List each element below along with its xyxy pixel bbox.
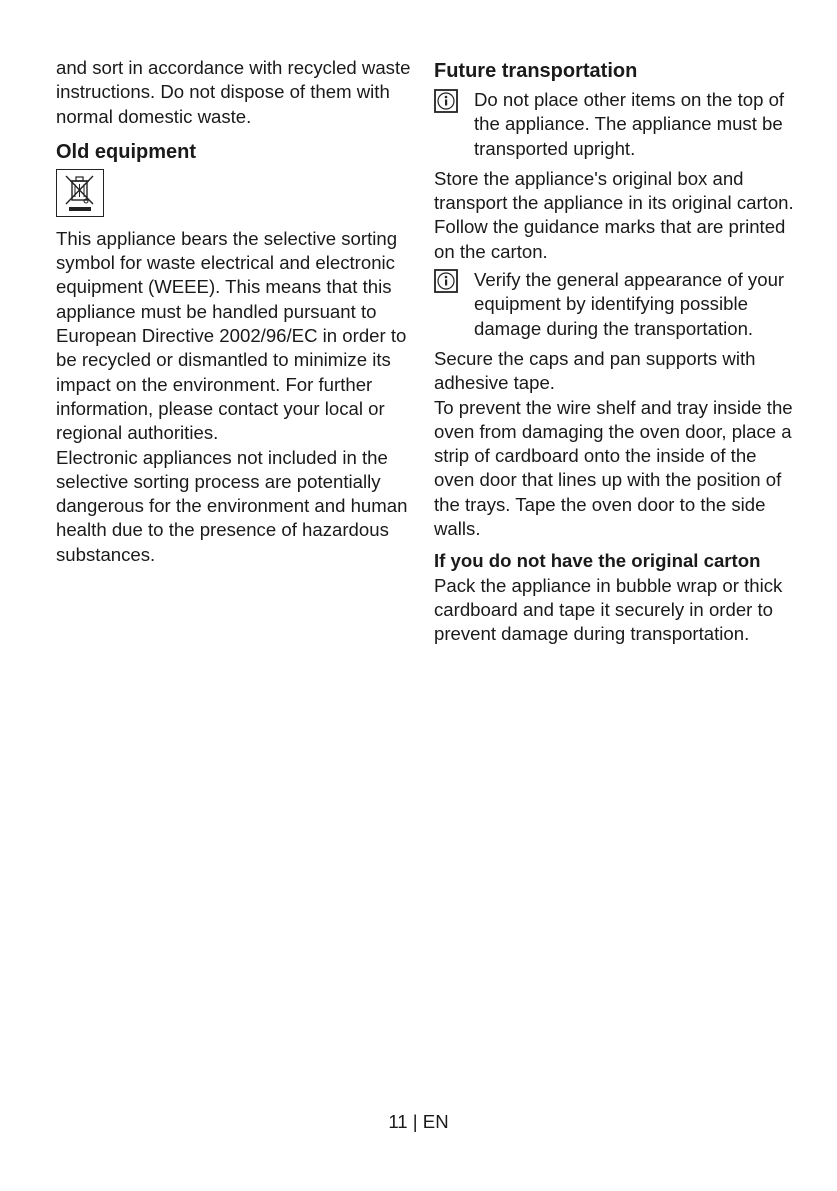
note-text: Do not place other items on the top of the appliance. The appliance must be transported upright. xyxy=(474,89,785,159)
info-icon xyxy=(434,89,458,113)
right-column xyxy=(434,56,794,647)
pack-paragraph: Pack the appliance in bubble wrap or thick cardboard and tape it securely in order to prevent damage during transportation. xyxy=(434,574,783,645)
info-icon xyxy=(434,269,458,293)
electronic-appliances-paragraph: Electronic appliances not included in the selective sorting process are potentially dangerous for the environment and human health due to the presence of hazardous substances. xyxy=(56,446,408,565)
store-paragraph: Store the appliance's original box and transport the appliance in its original carton. Follow the guidance marks that are printed on the carton. xyxy=(434,167,794,262)
intro-paragraph: and sort in accordance with recycled waste instructions. Do not dispose of them with normal domestic waste. xyxy=(56,57,411,127)
prevent-paragraph: To prevent the wire shelf and tray inside the oven from damaging the oven door, place a strip of cardboard onto the inside of the oven door that lines up with the position of the trays. Tape the oven door to the side walls. xyxy=(434,396,793,540)
no-carton-heading: If you do not have the original carton xyxy=(434,550,761,572)
weee-paragraph: This appliance bears the selective sorting symbol for waste electrical and electronic equipment (WEEE). This means that this appliance must be handled pursuant to European Directive 2002/96/EC in order to be recycled or dismantled to minimize its impact on the environment. For further information, please contact your local or regional authorities. xyxy=(56,227,407,444)
note-item xyxy=(434,268,794,341)
left-column xyxy=(56,56,416,567)
future-transportation-heading: Future transportation xyxy=(434,60,638,82)
old-equipment-heading: Old equipment xyxy=(56,140,196,163)
crossed-out-wheeled-bin-icon xyxy=(56,169,104,217)
secure-paragraph: Secure the caps and pan supports with adhesive tape. xyxy=(434,347,756,394)
note-text: Verify the general appearance of your equipment by identifying possible damage during the transportation. xyxy=(474,269,785,339)
page-number: 11 | EN xyxy=(388,1111,449,1132)
note-item xyxy=(434,88,794,161)
